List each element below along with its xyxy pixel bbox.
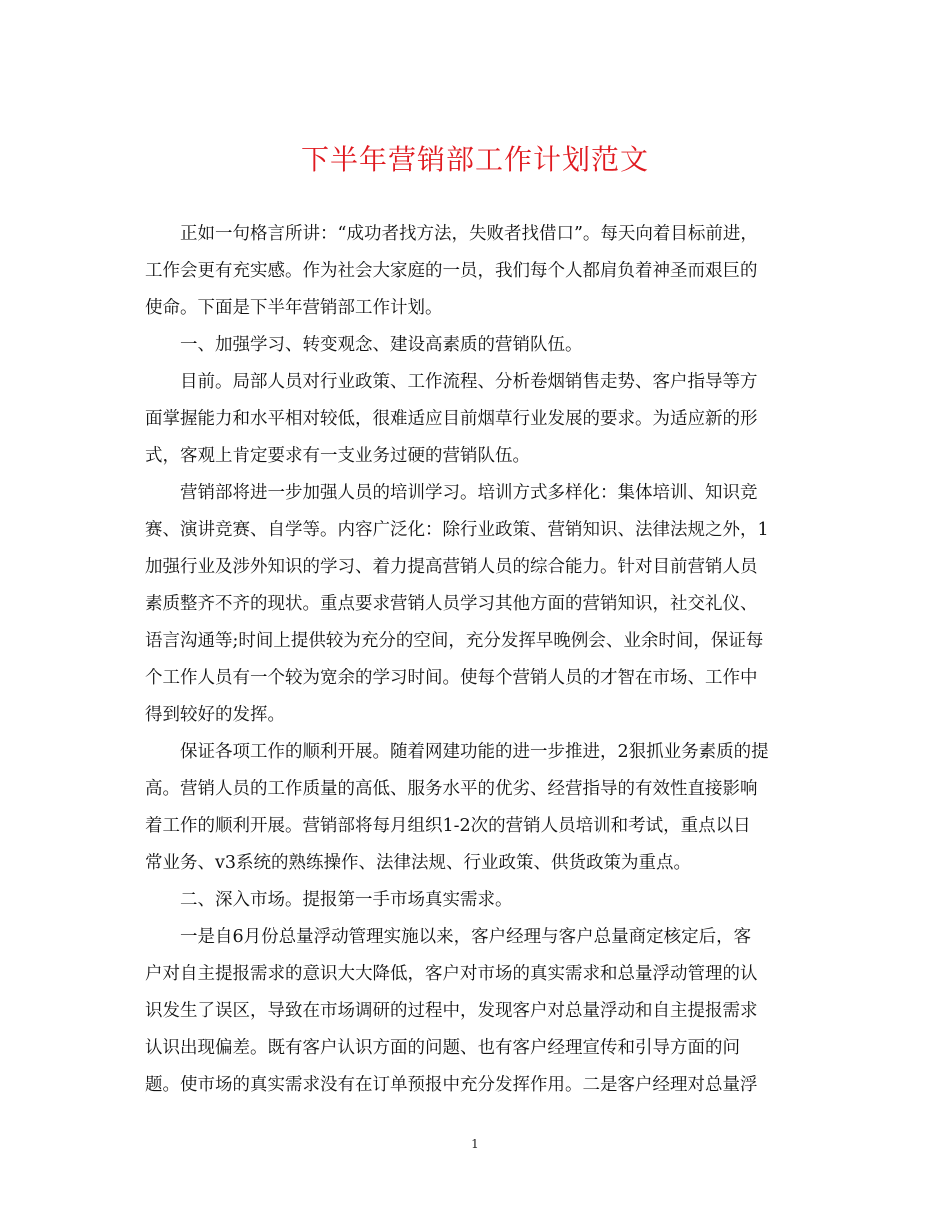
page-number: 1 <box>471 1137 479 1151</box>
text-line: 面掌握能力和水平相对较低，很难适应目前烟草行业发展的要求。为适应新的形 <box>145 409 758 429</box>
text-line: 赛、演讲竞赛、自学等。内容广泛化：除行业政策、营销知识、法律法规之外，1 <box>145 520 769 540</box>
text-line: 正如一句格言所讲：“成功者找方法，失败者找借口”。每天向着目标前进， <box>180 224 758 244</box>
text-line: 式，客观上肯定要求有一支业务过硬的营销队伍。 <box>145 446 530 466</box>
text-line: 户对自主提报需求的意识大大降低，客户对市场的真实需求和总量浮动管理的认 <box>145 964 758 984</box>
text-line: 加强行业及涉外知识的学习、着力提高营销人员的综合能力。针对目前营销人员 <box>145 557 758 577</box>
text-line: 题。使市场的真实需求没有在订单预报中充分发挥作用。二是客户经理对总量浮 <box>145 1075 758 1095</box>
text-line: 一是自6月份总量浮动管理实施以来，客户经理与客户总量商定核定后，客 <box>180 927 752 947</box>
text-line: 常业务、v3系统的熟练操作、法律法规、行业政策、供货政策为重点。 <box>145 853 692 873</box>
text-line: 目前。局部人员对行业政策、工作流程、分析卷烟销售走势、客户指导等方 <box>180 372 758 392</box>
text-line: 语言沟通等;时间上提供较为充分的空间，充分发挥早晚例会、业余时间，保证每 <box>145 631 764 651</box>
text-line: 高。营销人员的工作质量的高低、服务水平的优劣、经营指导的有效性直接影响 <box>145 779 758 799</box>
text-line: 工作会更有充实感。作为社会大家庭的一员，我们每个人都肩负着神圣而艰巨的 <box>145 261 758 281</box>
text-line: 素质整齐不齐的现状。重点要求营销人员学习其他方面的营销知识，社交礼仪、 <box>145 594 758 614</box>
text-line: 得到较好的发挥。 <box>145 705 285 725</box>
document-title: 下半年营销部工作计划范文 <box>300 143 649 176</box>
text-line: 着工作的顺利开展。营销部将每月组织1-2次的营销人员培训和考试，重点以日 <box>145 816 751 836</box>
text-line: 营销部将进一步加强人员的培训学习。培训方式多样化：集体培训、知识竞 <box>180 483 758 503</box>
text-line: 识发生了误区，导致在市场调研的过程中，发现客户对总量浮动和自主提报需求 <box>145 1001 758 1021</box>
text-line: 使命。下面是下半年营销部工作计划。 <box>145 298 443 318</box>
text-line: 保证各项工作的顺利开展。随着网建功能的进一步推进，2狠抓业务素质的提 <box>180 742 769 762</box>
text-line: 认识出现偏差。既有客户认识方面的问题、也有客户经理宣传和引导方面的问 <box>145 1038 740 1058</box>
section-heading: 一、加强学习、转变观念、建设高素质的营销队伍。 <box>180 335 583 355</box>
text-line: 个工作人员有一个较为宽余的学习时间。使每个营销人员的才智在市场、工作中 <box>145 668 758 688</box>
section-heading: 二、深入市场。提报第一手市场真实需求。 <box>180 890 513 910</box>
